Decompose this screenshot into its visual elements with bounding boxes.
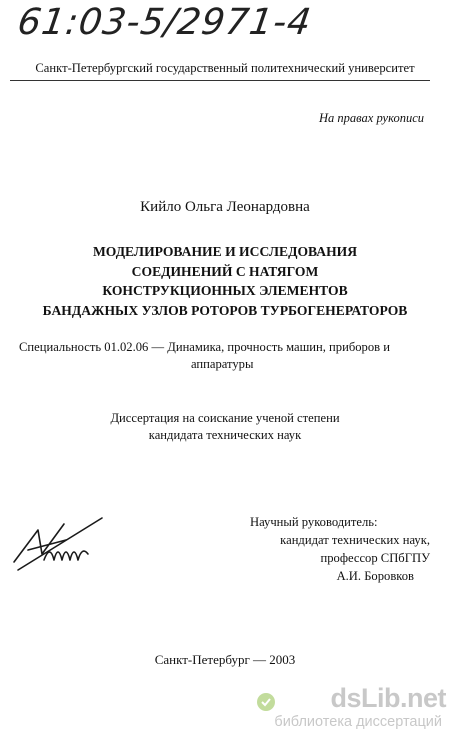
manuscript-rights-note: На правах рукописи — [319, 111, 424, 125]
supervisor-degree: кандидат технических наук, — [280, 533, 430, 547]
handwritten-catalog-number: 61:03-5/2971-4 — [15, 2, 315, 43]
specialty-line: Специальность 01.02.06 — Динамика, прочность машин, приборов и — [19, 340, 390, 354]
title-line: СОЕДИНЕНИЙ С НАТЯГОМ — [131, 263, 319, 279]
title-line: КОНСТРУКЦИОННЫХ ЭЛЕМЕНТОВ — [102, 283, 348, 298]
watermark-badge-icon — [256, 692, 276, 712]
title-line: БАНДАЖНЫХ УЗЛОВ РОТОРОВ ТУРБОГЕНЕРАТОРОВ — [42, 302, 408, 318]
author-signature — [8, 510, 108, 580]
dissertation-title — [0, 242, 450, 320]
header-rule — [10, 80, 430, 81]
specialty-line: аппаратуры — [191, 357, 254, 371]
supervisor-block — [200, 513, 430, 585]
degree-statement — [0, 410, 450, 444]
watermark — [256, 683, 446, 733]
title-line: МОДЕЛИРОВАНИЕ И ИССЛЕДОВАНИЯ — [92, 244, 358, 259]
watermark-logo: dsLib.net — [330, 683, 446, 713]
supervisor-name: А.И. Боровков — [336, 569, 414, 583]
watermark-subtitle: библиотека диссертаций — [274, 714, 442, 730]
supervisor-position: профессор СПбГПУ — [320, 551, 430, 565]
author-name: Кийло Ольга Леонардовна — [140, 199, 310, 215]
specialty — [19, 339, 429, 373]
city-year: Санкт-Петербург — 2003 — [154, 652, 296, 667]
degree-line: Диссертация на соискание ученой степени — [110, 411, 340, 425]
supervisor-heading: Научный руководитель: — [250, 515, 378, 529]
degree-line: кандидата технических наук — [148, 428, 302, 442]
university-name: Санкт-Петербургский государственный политехнический университет — [35, 61, 415, 75]
